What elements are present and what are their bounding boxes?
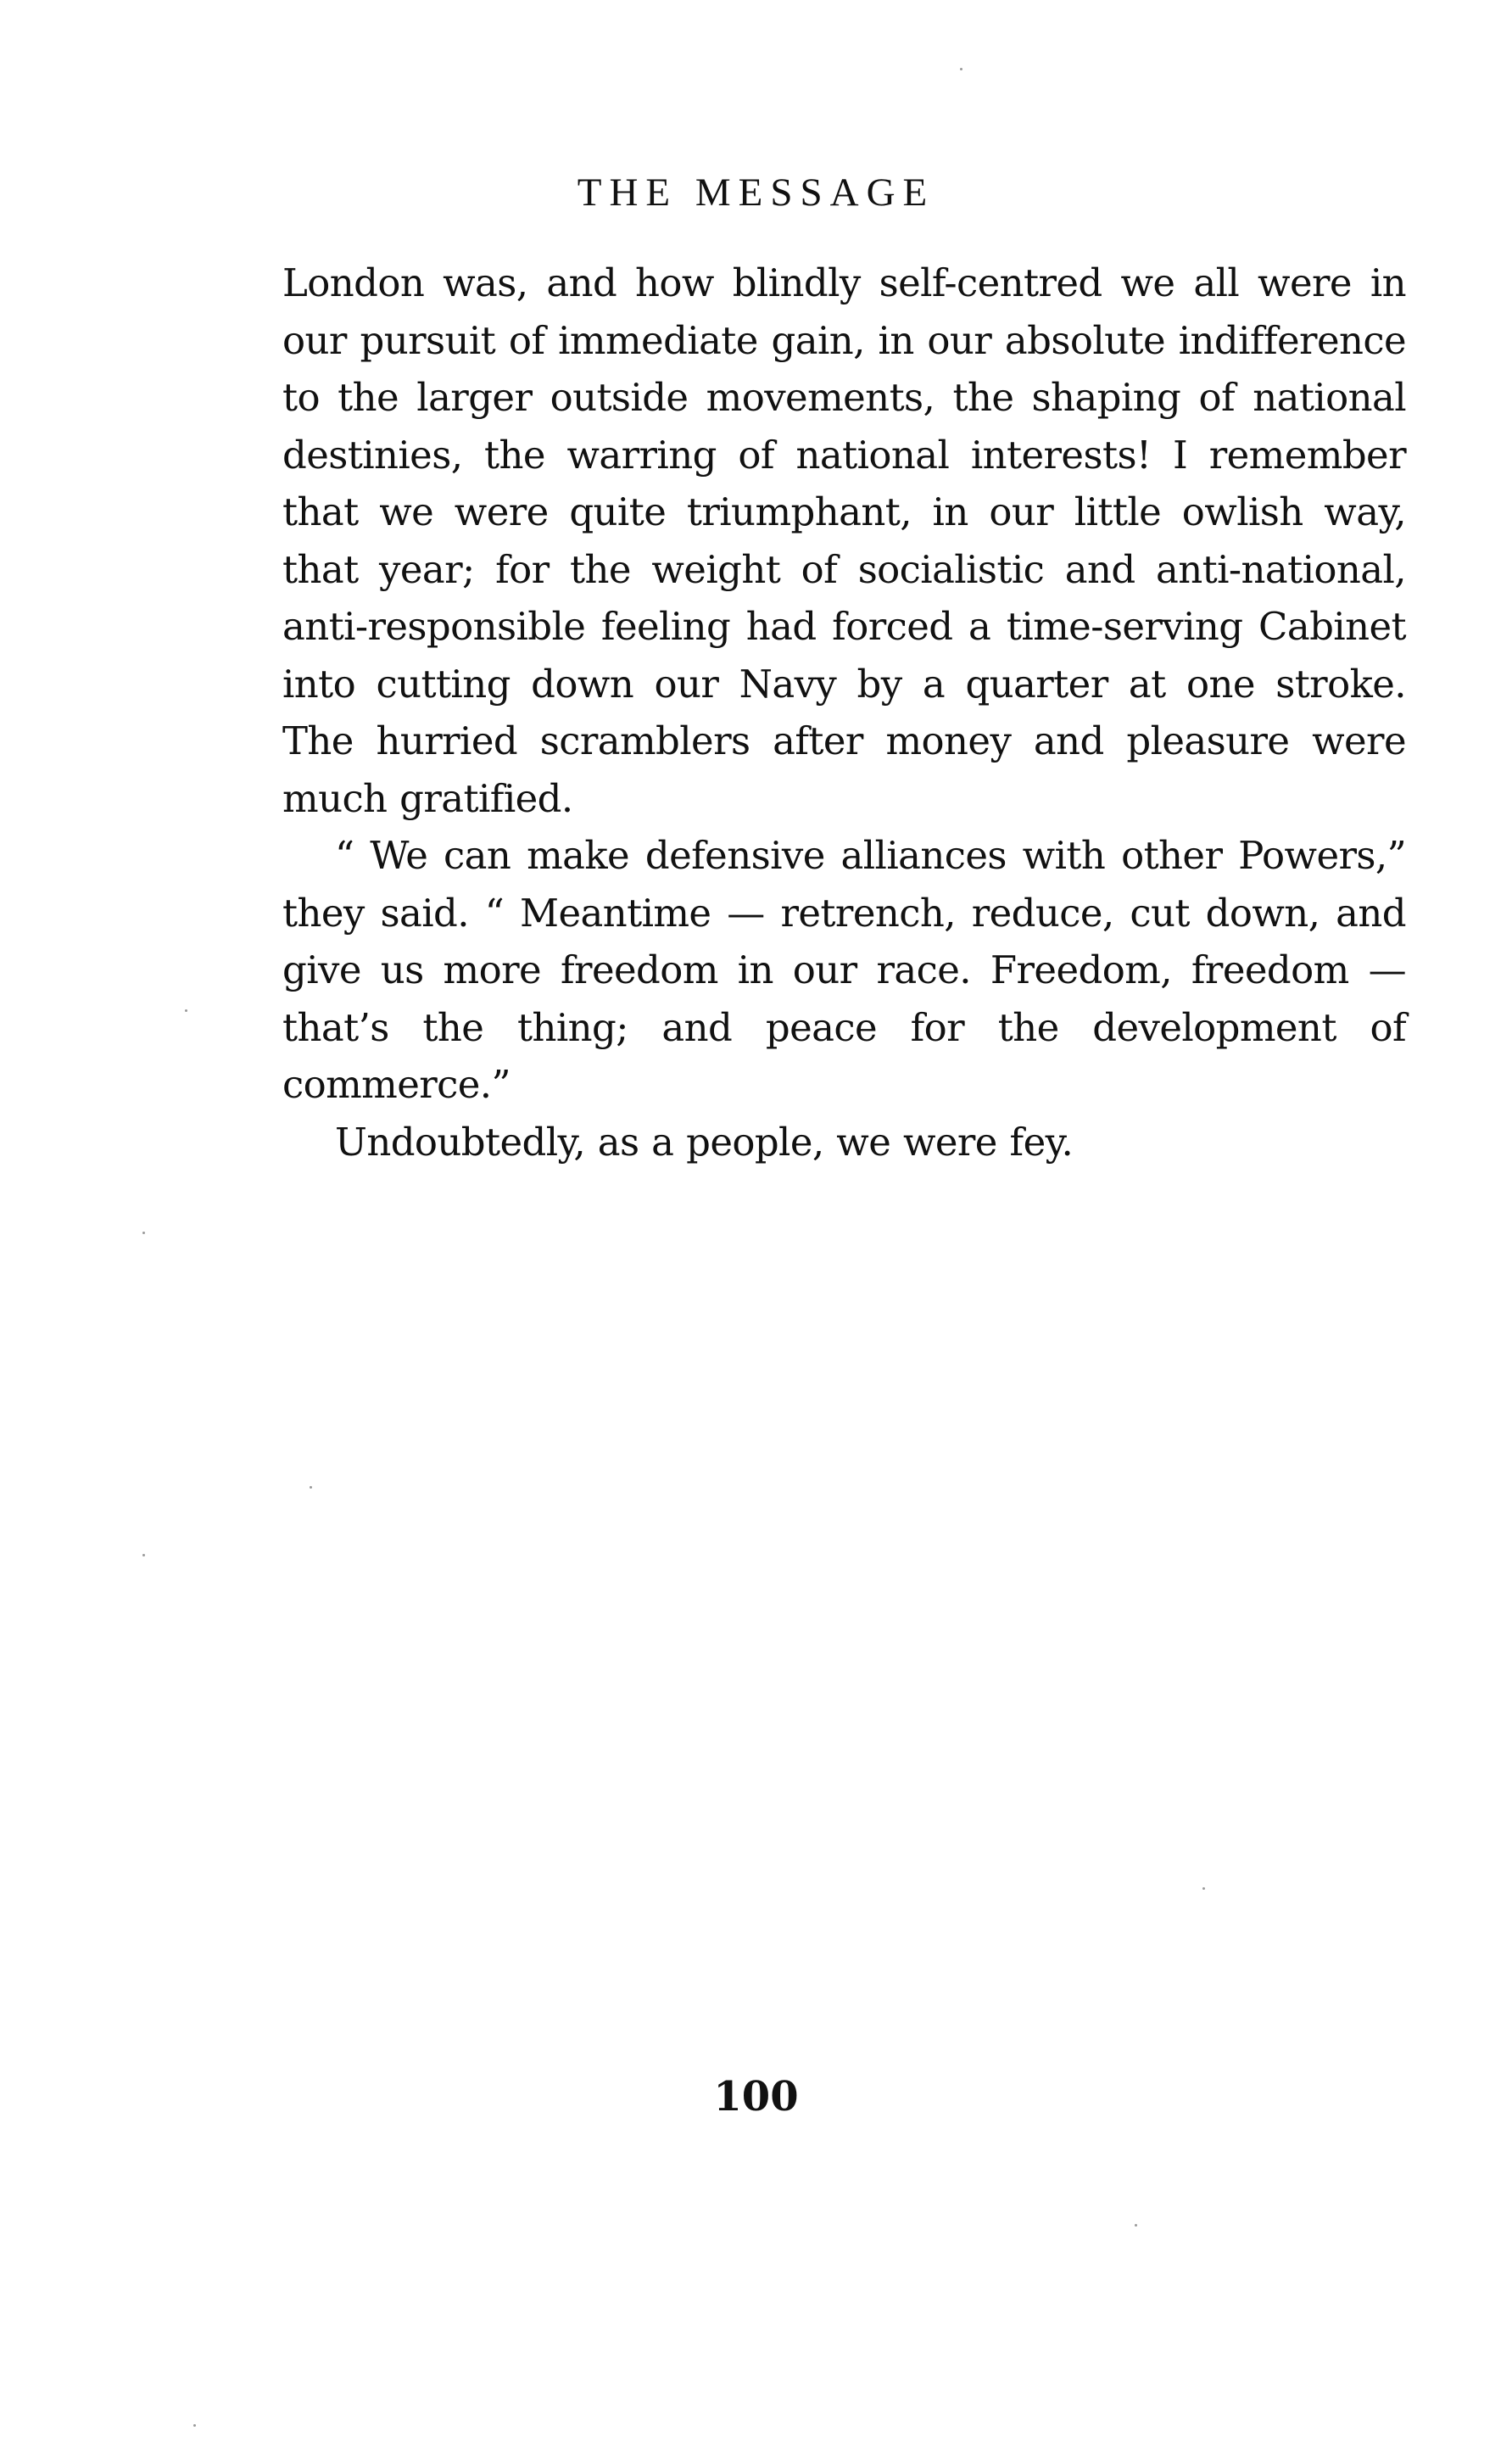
- running-head: THE MESSAGE: [577, 170, 935, 215]
- paragraph: “ We can make defensive alliances with other Powers,” they said. “ Meantime — retrench, reduce, cut down, and give us more freedom in our race. Freedom, freedom — that’s the thing; and peace for the development of commerce.”: [282, 833, 1406, 1107]
- body-text: [282, 254, 1406, 1171]
- scan-speck: [185, 1009, 187, 1012]
- scan-speck: [1202, 1887, 1205, 1890]
- scan-speck: [142, 1554, 145, 1556]
- scan-speck: [1135, 2224, 1137, 2227]
- scan-speck: [310, 1486, 312, 1489]
- scan-speck: [960, 68, 962, 70]
- paragraph: London was, and how blindly self-centred we all were in our pursuit of immediate gain, in our absolute indifference to the larger outside movements, the shaping of national destinies, the warring of national interests! I remember that we were quite triumphant, in our little owlish way, that year; for the weight of socialistic and anti-national, anti-responsible feeling had forced a time-serving Cabinet into cutting down our Navy by a quarter at one stroke. The hurried scramblers after money and pleasure were much gratified.: [282, 260, 1406, 821]
- scan-speck: [193, 2424, 196, 2427]
- scan-speck: [142, 1232, 145, 1234]
- page-number: 100: [713, 2073, 799, 2121]
- paragraph: Undoubtedly, as a people, we were fey.: [335, 1119, 1074, 1165]
